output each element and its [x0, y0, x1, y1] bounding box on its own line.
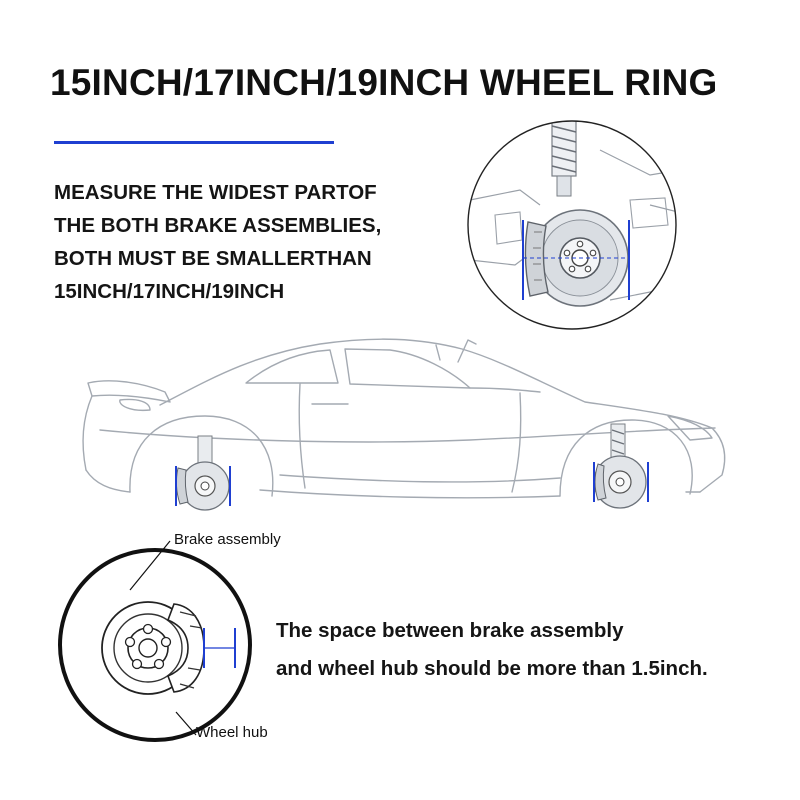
spacing-instructions: [276, 612, 786, 688]
spacing-line-2: and wheel hub should be more than 1.5inch.: [276, 657, 708, 680]
brake-assembly-label: Brake assembly: [174, 531, 281, 548]
spacing-line-1: The space between brake assembly: [276, 619, 624, 642]
measure-line-1: MEASURE THE WIDEST PARTOF: [54, 181, 377, 204]
page-title: 15INCH/17INCH/19INCH WHEEL RING: [50, 62, 718, 103]
measure-line-2: THE BOTH BRAKE ASSEMBLIES,: [54, 214, 382, 237]
measure-line-4: 15INCH/17INCH/19INCH: [54, 280, 285, 303]
measure-line-3: BOTH MUST BE SMALLERTHAN: [54, 247, 372, 270]
wheel-hub-label: Wheel hub: [196, 724, 268, 741]
